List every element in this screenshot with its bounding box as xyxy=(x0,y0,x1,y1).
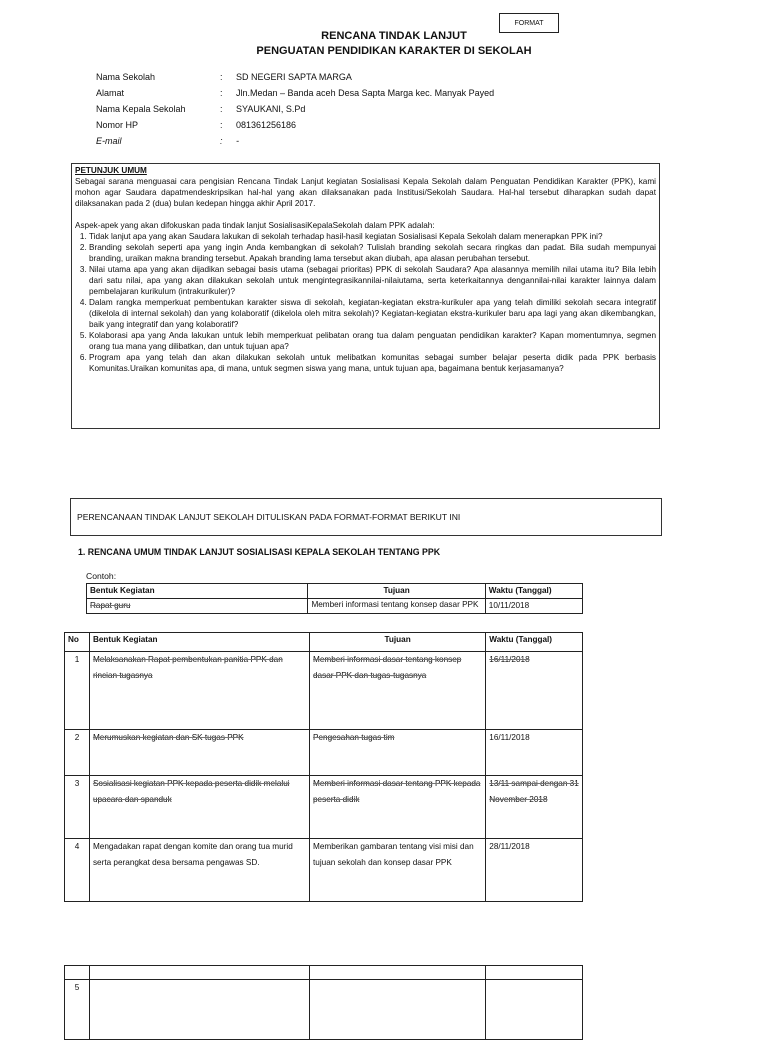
cell-purpose: Memberi informasi dasar tentang konsep dasar PPK dan tugas-tugasnya xyxy=(310,652,486,730)
info-row-phone xyxy=(0,117,768,133)
info-value: 081361256186 xyxy=(236,120,297,130)
cell-activity: Mengadakan rapat dengan komite dan orang tua murid serta perangkat desa bersama pengawas SD. xyxy=(89,839,309,902)
cell-purpose: Memberi informasi dasar tentang PPK kepada peserta didik xyxy=(310,776,486,839)
cell-activity: Sosialisasi kegiatan PPK kepada peserta didik melalui upacara dan spanduk xyxy=(89,776,309,839)
cell-no: 5 xyxy=(65,980,90,1040)
header-date: Waktu (Tanggal) xyxy=(486,633,583,652)
list-item: 3. Nilai utama apa yang akan dijadikan sebagai basis utama (sebagai prioritas) PPK di sekolah Saudara? Apa alasannya memilih nilai utama itu? Bila lebih dari satu nilai, apa yang akan dilakukan sekolah untuk mengintegrasikannilai-nilaiutama, serta keterkaitannya dengannilai-nilai karakter lainnya dalam pembelajaran kurikulum (intrakurikuler)? xyxy=(89,264,656,297)
example-cell-date: 10/11/2018 xyxy=(485,599,582,614)
table-row xyxy=(65,966,583,980)
cell-activity xyxy=(89,980,309,1040)
cell-purpose: Memberikan gambaran tentang visi misi dan tujuan sekolah dan konsep dasar PPK xyxy=(310,839,486,902)
table-row xyxy=(65,839,583,902)
cell-no: 2 xyxy=(65,730,90,776)
general-instructions-box xyxy=(71,163,660,429)
example-header-date: Waktu (Tanggal) xyxy=(485,584,582,599)
header-activity: Bentuk Kegiatan xyxy=(89,633,309,652)
cell-purpose: Pengesahan tugas tim xyxy=(310,730,486,776)
info-value: SYAUKANI, S.Pd xyxy=(236,104,306,114)
cell-date: 13/11 sampai dengan 31 November 2018 xyxy=(486,776,583,839)
cell-no: 1 xyxy=(65,652,90,730)
info-row-address xyxy=(0,85,768,101)
cell-date xyxy=(486,980,583,1040)
list-item: 5. Kolaborasi apa yang Anda lakukan untuk lebih memperkuat pelibatan orang tua dalam penguatan pendidikan karakter? Kapan momentumnya, segmen orang tua mana yang dilibatkan, dan untuk tujuan apa? xyxy=(89,330,656,352)
instructions-heading: PETUNJUK UMUM xyxy=(75,166,147,175)
table-row xyxy=(65,980,583,1040)
document-subtitle: PENGUATAN PENDIDIKAN KARAKTER DI SEKOLAH xyxy=(256,45,532,57)
info-label: Alamat xyxy=(96,88,125,98)
planning-banner: PERENCANAAN TINDAK LANJUT SEKOLAH DITULISKAN PADA FORMAT-FORMAT BERIKUT INI xyxy=(70,498,662,536)
info-row-email xyxy=(0,133,768,149)
header-purpose: Tujuan xyxy=(310,633,486,652)
table-row xyxy=(65,652,583,730)
info-value: Jln.Medan – Banda aceh Desa Sapta Marga kec. Manyak Payed xyxy=(236,88,495,98)
cell-date: 28/11/2018 xyxy=(486,839,583,902)
info-label: E-mail xyxy=(96,136,122,146)
cell-no xyxy=(65,966,90,980)
info-value: SD NEGERI SAPTA MARGA xyxy=(236,72,352,82)
list-item: 1. Tidak lanjut apa yang akan Saudara lakukan di sekolah terhadap hasil-hasil kegiatan Sosialisasi Kepala Sekolah dalam menerapkan PPK ini? xyxy=(89,231,656,242)
example-cell-activity: Rapat guru xyxy=(87,599,308,614)
document-title: RENCANA TINDAK LANJUT xyxy=(321,30,467,42)
format-label: FORMAT xyxy=(499,13,559,33)
instructions-aspects: Aspek-apek yang akan difokuskan pada tindak lanjut SosialisasiKepalaSekolah dalam PPK adalah: xyxy=(75,221,435,230)
table-row xyxy=(87,599,583,614)
header-no: No xyxy=(65,633,90,652)
info-value: - xyxy=(236,136,239,146)
cell-no: 3 xyxy=(65,776,90,839)
example-table xyxy=(86,583,583,614)
list-item: 2. Branding sekolah seperti apa yang ingin Anda kembangkan di sekolah? Tulislah branding sekolah secara ringkas dan padat. Bila sudah mempunyai branding, uraikan makna branding tersebut. Apakah branding lama tersebut akan diubah, apa alasan perubahan tersebut. xyxy=(89,242,656,264)
info-row-school-name xyxy=(0,69,768,85)
cell-date xyxy=(486,966,583,980)
school-info xyxy=(0,69,768,149)
info-separator: : xyxy=(220,88,223,98)
instructions-list xyxy=(75,231,656,374)
list-item: 6. Program apa yang telah dan akan dilakukan sekolah untuk melibatkan komunitas sebagai sumber belajar peserta didik pada PPK berbasis Komunitas.Uraikan komunitas apa, di mana, untuk segmen siswa yang mana, untuk tujuan apa, bagaimana bentuk kerjasamanya? xyxy=(89,352,656,374)
example-label: Contoh: xyxy=(86,571,117,581)
continuation-table xyxy=(64,965,583,1040)
cell-purpose xyxy=(310,980,486,1040)
example-cell-purpose: Memberi informasi tentang konsep dasar PPK xyxy=(308,599,485,614)
cell-date: 16/11/2018 xyxy=(486,730,583,776)
cell-date: 16/11/2018 xyxy=(486,652,583,730)
info-label: Nomor HP xyxy=(96,120,139,130)
table-row xyxy=(65,776,583,839)
activity-plan-table xyxy=(64,632,583,902)
info-row-principal xyxy=(0,101,768,117)
cell-activity: Merumuskan kegiatan dan SK tugas PPK xyxy=(89,730,309,776)
table-row xyxy=(65,730,583,776)
instructions-intro: Sebagai sarana menguasai cara pengisian Rencana Tindak Lanjut kegiatan Sosialisasi Kepala Sekolah dalam Penguatan Pendidikan Karakter (PPK), kami mohon agar Saudara dapatmendeskripsikan hal-hal yang akan dilaksanakan pada Institusi/Sekolah Saudara. Hal-hal tersebut diharapkan sudah dapat dilaksanakan pada 2 (dua) bulan kedepan hingga akhir April 2017. xyxy=(75,177,656,208)
example-header-activity: Bentuk Kegiatan xyxy=(87,584,308,599)
info-separator: : xyxy=(220,104,223,114)
info-separator: : xyxy=(220,72,223,82)
list-item: 4. Dalam rangka memperkuat pembentukan karakter siswa di sekolah, kegiatan-kegiatan ekstra-kurikuler apa yang telah dimiliki sekolah secara integratif (dikelola di internal sekolah) dan yang kolaboratif (dikelola oleh mitra sekolah)? Kegiatan-kegiatan ekstra-kurikuler baru apa lagi yang akan dikembangkan, baik yang integratif dan yang kolaboratif? xyxy=(89,297,656,330)
cell-activity: Melaksanakan Rapat pembentukan panitia PPK dan rincian tugasnya xyxy=(89,652,309,730)
example-header-purpose: Tujuan xyxy=(308,584,485,599)
info-separator: : xyxy=(220,136,223,146)
cell-no: 4 xyxy=(65,839,90,902)
cell-activity xyxy=(89,966,309,980)
section-1-title: 1. RENCANA UMUM TINDAK LANJUT SOSIALISASI KEPALA SEKOLAH TENTANG PPK xyxy=(78,547,441,557)
info-label: Nama Kepala Sekolah xyxy=(96,104,186,114)
info-label: Nama Sekolah xyxy=(96,72,156,82)
cell-purpose xyxy=(310,966,486,980)
info-separator: : xyxy=(220,120,223,130)
